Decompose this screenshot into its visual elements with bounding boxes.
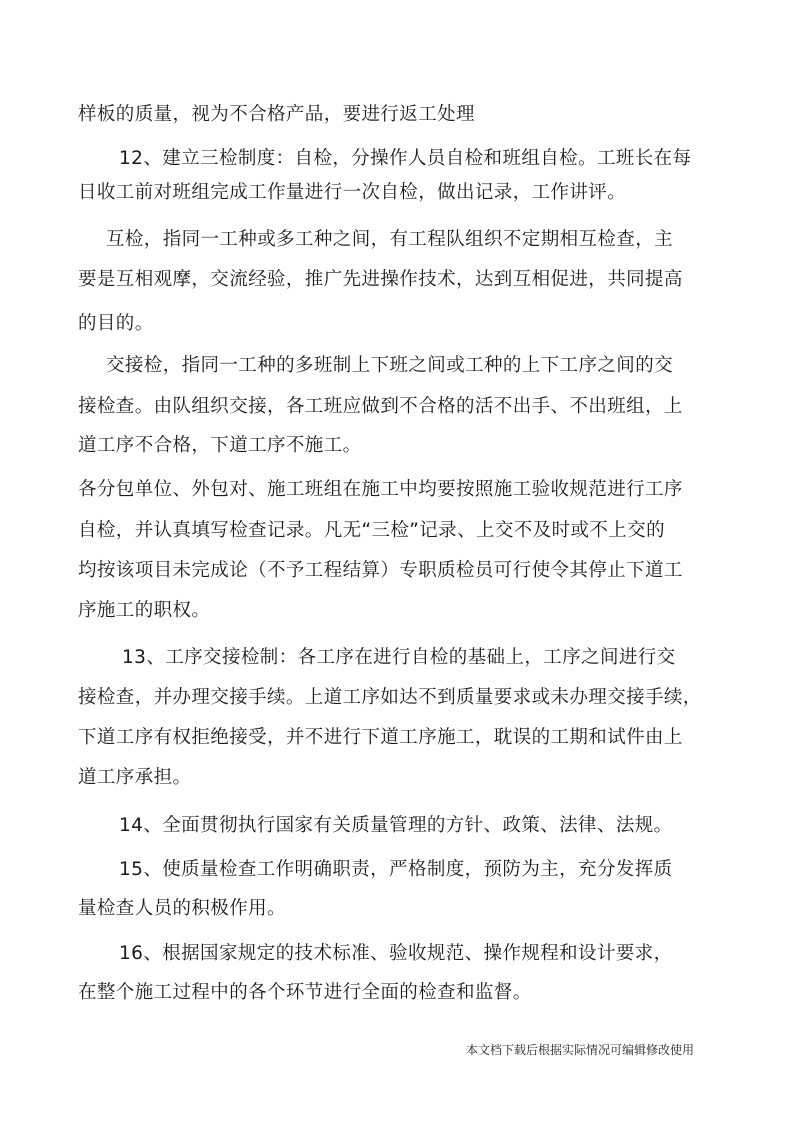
- text-line: 各分包单位、外包对、施工班组在施工中均要按照施工验收规范进行工序: [78, 479, 683, 500]
- text-line: 道工序承担。: [78, 767, 192, 788]
- text-line: 14、全面贯彻执行国家有关质量管理的方针、政策、法律、法规。: [119, 815, 673, 836]
- text-line: 15、使质量检查工作明确职责，严格制度，预防为主，充分发挥质: [119, 859, 673, 880]
- text-line: 互检，指同一工种或多工种之间，有工程队组织不定期相互检查，主: [106, 229, 674, 250]
- text-line: 交接检，指同一工种的多班制上下班之间或工种的上下工序之间的交: [106, 355, 674, 376]
- text-line: 在整个施工过程中的各个环节进行全面的检查和监督。: [78, 982, 532, 1003]
- footer-note: 本文档下载后根据实际情况可编辑修改使用: [466, 1043, 695, 1057]
- text-line: 要是互相观摩，交流经验，推广先进操作技术，达到互相促进，共同提高: [78, 269, 683, 290]
- text-line: 下道工序有权拒绝接受，并不进行下道工序施工，耽误的工期和试件由上: [78, 727, 683, 748]
- text-line: 接检查，并办理交接手续。上道工序如达不到质量要求或未办理交接手续，: [78, 687, 702, 708]
- text-line: 12、建立三检制度：自检，分操作人员自检和班组自检。工班长在每: [119, 148, 692, 169]
- text-line: 均按该项目未完成论（不予工程结算）专职质检员可行使令其停止下道工: [78, 560, 683, 581]
- text-line: 量检查人员的积极作用。: [78, 898, 286, 919]
- text-line: 道工序不合格，下道工序不施工。: [78, 435, 362, 456]
- text-line: 13、工序交接检制：各工序在进行自检的基础上，工序之间进行交: [122, 647, 676, 668]
- text-line: 16、根据国家规定的技术标准、验收规范、操作规程和设计要求，: [119, 943, 673, 964]
- text-line: 接检查。由队组织交接，各工班应做到不合格的活不出手、不出班组，上: [78, 396, 683, 417]
- text-line: 的目的。: [78, 313, 154, 334]
- text-line: 样板的质量，视为不合格产品，要进行返工处理: [78, 104, 475, 125]
- text-line: 序施工的职权。: [78, 600, 211, 621]
- text-line: 自检，并认真填写检查记录。凡无“三检”记录、上交不及时或不上交的: [78, 520, 665, 541]
- text-line: 日收工前对班组完成工作量进行一次自检，做出记录，工作讲评。: [78, 182, 627, 203]
